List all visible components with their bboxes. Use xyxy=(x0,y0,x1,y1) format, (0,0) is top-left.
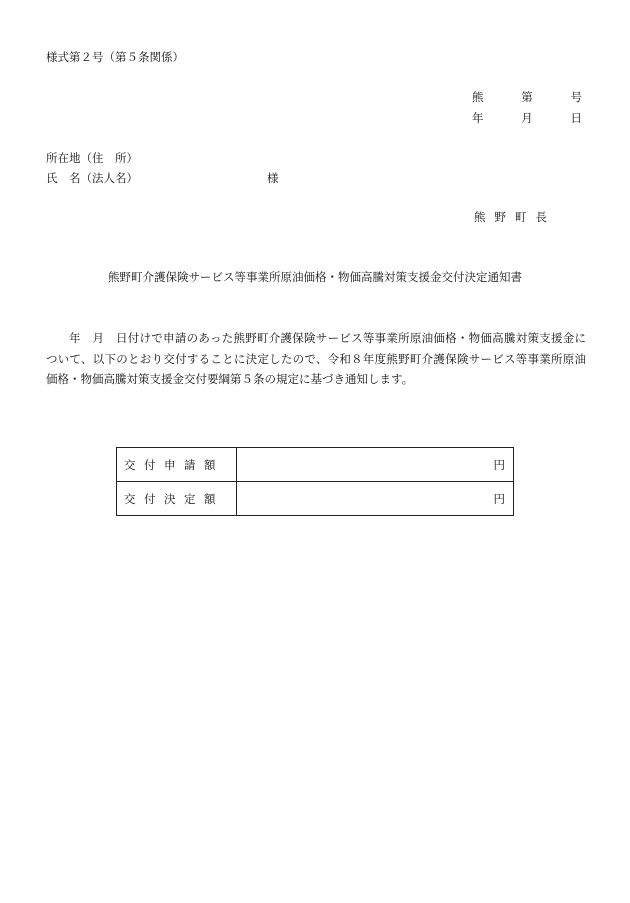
application-amount-label: 交付申請額 xyxy=(117,448,237,482)
doc-number-suffix: 号 xyxy=(570,90,582,104)
form-number: 様式第２号（第５条関係） xyxy=(46,50,184,64)
address-label: 所在地（住 所） xyxy=(46,151,138,165)
decision-amount-label: 交付決定額 xyxy=(117,482,237,516)
doc-number-middle: 第 xyxy=(521,90,533,104)
table-row xyxy=(117,482,514,516)
doc-number-prefix: 熊 xyxy=(472,90,484,104)
document-number xyxy=(472,89,582,105)
table-row xyxy=(117,448,514,482)
date-year: 年 xyxy=(472,111,484,125)
application-amount-unit: 円 xyxy=(237,448,514,482)
name-label: 氏 名（法人名） xyxy=(46,171,138,185)
date-month: 月 xyxy=(521,111,533,125)
name-line xyxy=(46,170,279,186)
document-title: 熊野町介護保険サービス等事業所原油価格・物価高騰対策支援金交付決定通知書 xyxy=(108,270,522,284)
amount-table xyxy=(116,447,514,516)
honorific: 様 xyxy=(267,171,279,185)
body-text: 年 月 日付けで申請のあった熊野町介護保険サービス等事業所原油価格・物価高騰対策支援金について、以下のとおり交付することに決定したので、令和８年度熊野町介護保険サービス等事業所原油価格・物価高騰対策支援金交付要綱第５条の規定に基づき通知します。 xyxy=(46,331,586,386)
document-date xyxy=(472,110,582,126)
decision-amount-unit: 円 xyxy=(237,482,514,516)
issuer: 熊野町長 xyxy=(474,210,556,224)
date-day: 日 xyxy=(570,111,582,125)
